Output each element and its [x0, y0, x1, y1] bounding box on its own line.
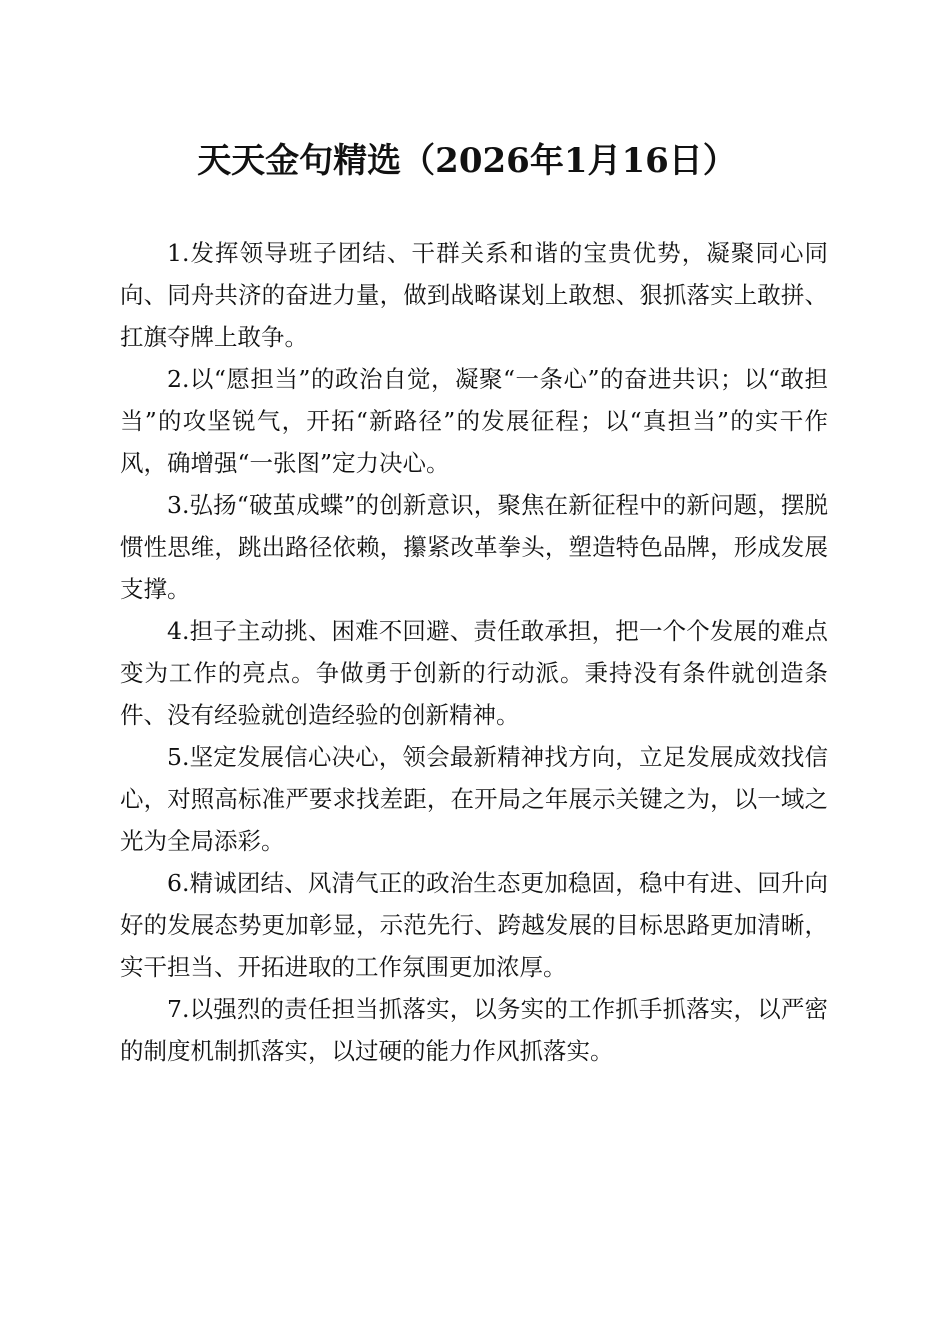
paragraph-7: 7.以强烈的责任担当抓落实，以务实的工作抓手抓落实，以严密的制度机制抓落实，以过硬的能力作风抓落实。: [120, 995, 828, 1065]
document-body: [120, 232, 828, 1072]
paragraph-4: 4.担子主动挑、困难不回避、责任敢承担，把一个个发展的难点变为工作的亮点。争做勇于创新的行动派。秉持没有条件就创造条件、没有经验就创造经验的创新精神。: [120, 617, 828, 729]
document-title: 天天金句精选（2026年1月16日）: [197, 141, 737, 181]
paragraph-3: 3.弘扬“破茧成蝶”的创新意识，聚焦在新征程中的新问题，摆脱惯性思维，跳出路径依赖，攥紧改革拳头，塑造特色品牌，形成发展支撑。: [120, 491, 828, 603]
paragraph-2: 2.以“愿担当”的政治自觉，凝聚“一条心”的奋进共识；以“敢担当”的攻坚锐气，开拓“新路径”的发展征程；以“真担当”的实干作风，确增强“一张图”定力决心。: [120, 365, 828, 477]
paragraph-5: 5.坚定发展信心决心，领会最新精神找方向，立足发展成效找信心，对照高标准严要求找差距，在开局之年展示关键之为，以一域之光为全局添彩。: [120, 743, 828, 855]
paragraph-1: 1.发挥领导班子团结、干群关系和谐的宝贵优势，凝聚同心同向、同舟共济的奋进力量，做到战略谋划上敢想、狠抓落实上敢拼、扛旗夺牌上敢争。: [120, 239, 828, 351]
paragraph-6: 6.精诚团结、风清气正的政治生态更加稳固，稳中有进、回升向好的发展态势更加彰显，示范先行、跨越发展的目标思路更加清晰，实干担当、开拓进取的工作氛围更加浓厚。: [120, 869, 828, 981]
